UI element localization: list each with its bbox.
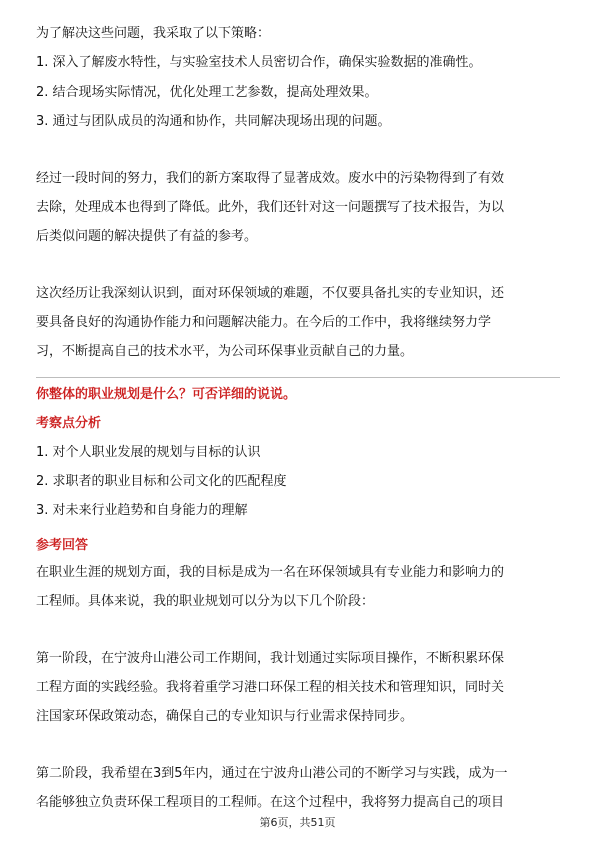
- reflection-paragraph-line: 要具备良好的沟通协作能力和问题解决能力。在今后的工作中，我将继续努力学: [36, 315, 492, 330]
- stage1-paragraph-line: 注国家环保政策动态，确保自己的专业知识与行业需求保持同步。: [36, 709, 414, 724]
- result-paragraph-line: 后类似问题的解决提供了有益的参考。: [36, 229, 258, 244]
- result-paragraph-line: 去除，处理成本也得到了降低。此外，我们还针对这一问题撰写了技术报告，为以: [36, 200, 505, 215]
- strategy-item-1: 1. 深入了解废水特性，与实验室技术人员密切合作，确保实验数据的准确性。: [36, 55, 482, 70]
- reflection-paragraph-line: 习，不断提高自己的技术水平，为公司环保事业贡献自己的力量。: [36, 344, 414, 359]
- stage2-paragraph-line: 名能够独立负责环保工程项目的工程师。在这个过程中，我将努力提高自己的项目: [36, 795, 505, 810]
- strategy-item-2: 2. 结合现场实际情况，优化处理工艺参数，提高处理效果。: [36, 85, 378, 100]
- stage2-paragraph-line: 第二阶段，我希望在3到5年内，通过在宁波舟山港公司的不断学习与实践，成为一: [36, 766, 508, 781]
- analysis-heading: 考察点分析: [36, 416, 102, 431]
- strategy-item-3: 3. 通过与团队成员的沟通和协作，共同解决现场出现的问题。: [36, 114, 391, 129]
- stage1-paragraph-line: 第一阶段，在宁波舟山港公司工作期间，我计划通过实际项目操作，不断积累环保: [36, 651, 505, 666]
- answer-intro-line: 工程师。具体来说，我的职业规划可以分为以下几个阶段：: [36, 594, 375, 609]
- analysis-point-2: 2. 求职者的职业目标和公司文化的匹配程度: [36, 474, 287, 489]
- page-number: 第6页，共51页: [259, 816, 336, 829]
- stage1-paragraph-line: 工程方面的实践经验。我将着重学习港口环保工程的相关技术和管理知识，同时关: [36, 680, 505, 695]
- answer-intro-line: 在职业生涯的规划方面，我的目标是成为一名在环保领域具有专业能力和影响力的: [36, 565, 505, 580]
- result-paragraph-line: 经过一段时间的努力，我们的新方案取得了显著成效。废水中的污染物得到了有效: [36, 171, 505, 186]
- section-divider: [36, 377, 560, 378]
- answer-heading: 参考回答: [36, 538, 89, 553]
- reflection-paragraph-line: 这次经历让我深刻认识到，面对环保领域的难题，不仅要具备扎实的专业知识，还: [36, 286, 505, 301]
- strategy-intro: 为了解决这些问题，我采取了以下策略：: [36, 26, 271, 41]
- analysis-point-1: 1. 对个人职业发展的规划与目标的认识: [36, 445, 261, 460]
- interview-question: 你整体的职业规划是什么？可否详细的说说。: [36, 387, 297, 402]
- analysis-point-3: 3. 对未来行业趋势和自身能力的理解: [36, 503, 248, 518]
